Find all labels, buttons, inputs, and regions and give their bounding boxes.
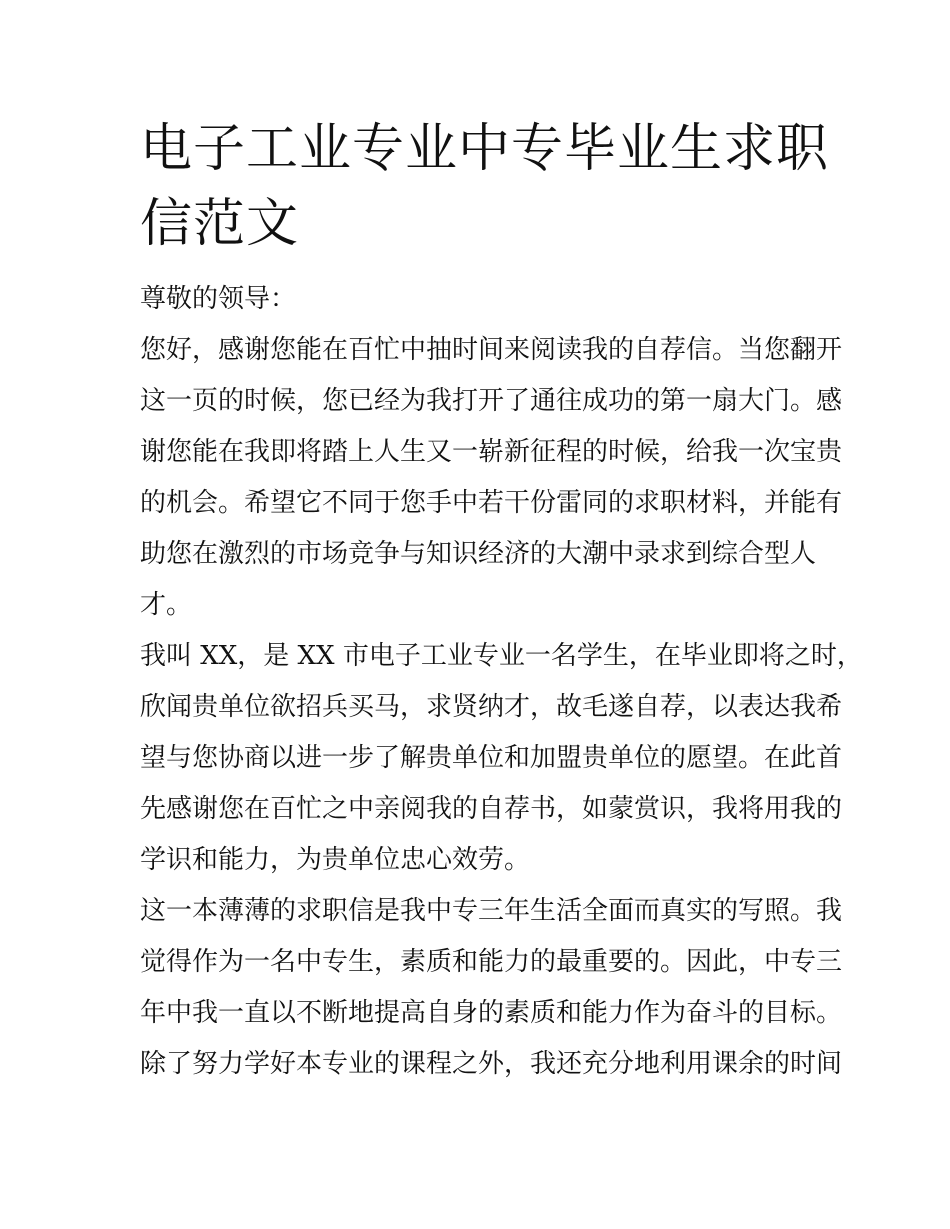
title-line: 电子工业专业中专毕业生求职 <box>140 119 830 179</box>
salutation: 尊敬的领导： <box>140 284 297 314</box>
body-line: 年中我一直以不断地提高自身的素质和能力作为奋斗的目标。 <box>140 998 843 1028</box>
body-line: 这一页的时候，您已经为我打开了通往成功的第一扇大门。感 <box>140 386 843 416</box>
title-line: 信范文 <box>140 194 300 254</box>
body-line: 先感谢您在百忙之中亲阅我的自荐书，如蒙赏识，我将用我的 <box>140 794 843 824</box>
body-line: 学识和能力，为贵单位忠心效劳。 <box>140 845 531 875</box>
page-title <box>140 112 830 262</box>
body-line: 除了努力学好本专业的课程之外，我还充分地利用课余的时间 <box>140 1049 843 1079</box>
body-line: 才。 <box>140 590 193 620</box>
body-line: 我叫 XX，是 XX 市电子工业专业一名学生，在毕业即将之时， <box>140 641 863 671</box>
body-line: 望与您协商以进一步了解贵单位和加盟贵单位的愿望。在此首 <box>140 743 843 773</box>
body-line: 的机会。希望它不同于您手中若干份雷同的求职材料，并能有 <box>140 488 843 518</box>
body-line: 您好，感谢您能在百忙中抽时间来阅读我的自荐信。当您翻开 <box>140 335 843 365</box>
body-line: 这一本薄薄的求职信是我中专三年生活全面而真实的写照。我 <box>140 896 843 926</box>
body-line: 欣闻贵单位欲招兵买马，求贤纳才，故毛遂自荐，以表达我希 <box>140 692 843 722</box>
body-line: 助您在激烈的市场竞争与知识经济的大潮中录求到综合型人 <box>140 539 817 569</box>
body-line: 谢您能在我即将踏上人生又一崭新征程的时候，给我一次宝贵 <box>140 437 843 467</box>
body-line: 觉得作为一名中专生，素质和能力的最重要的。因此，中专三 <box>140 947 843 977</box>
